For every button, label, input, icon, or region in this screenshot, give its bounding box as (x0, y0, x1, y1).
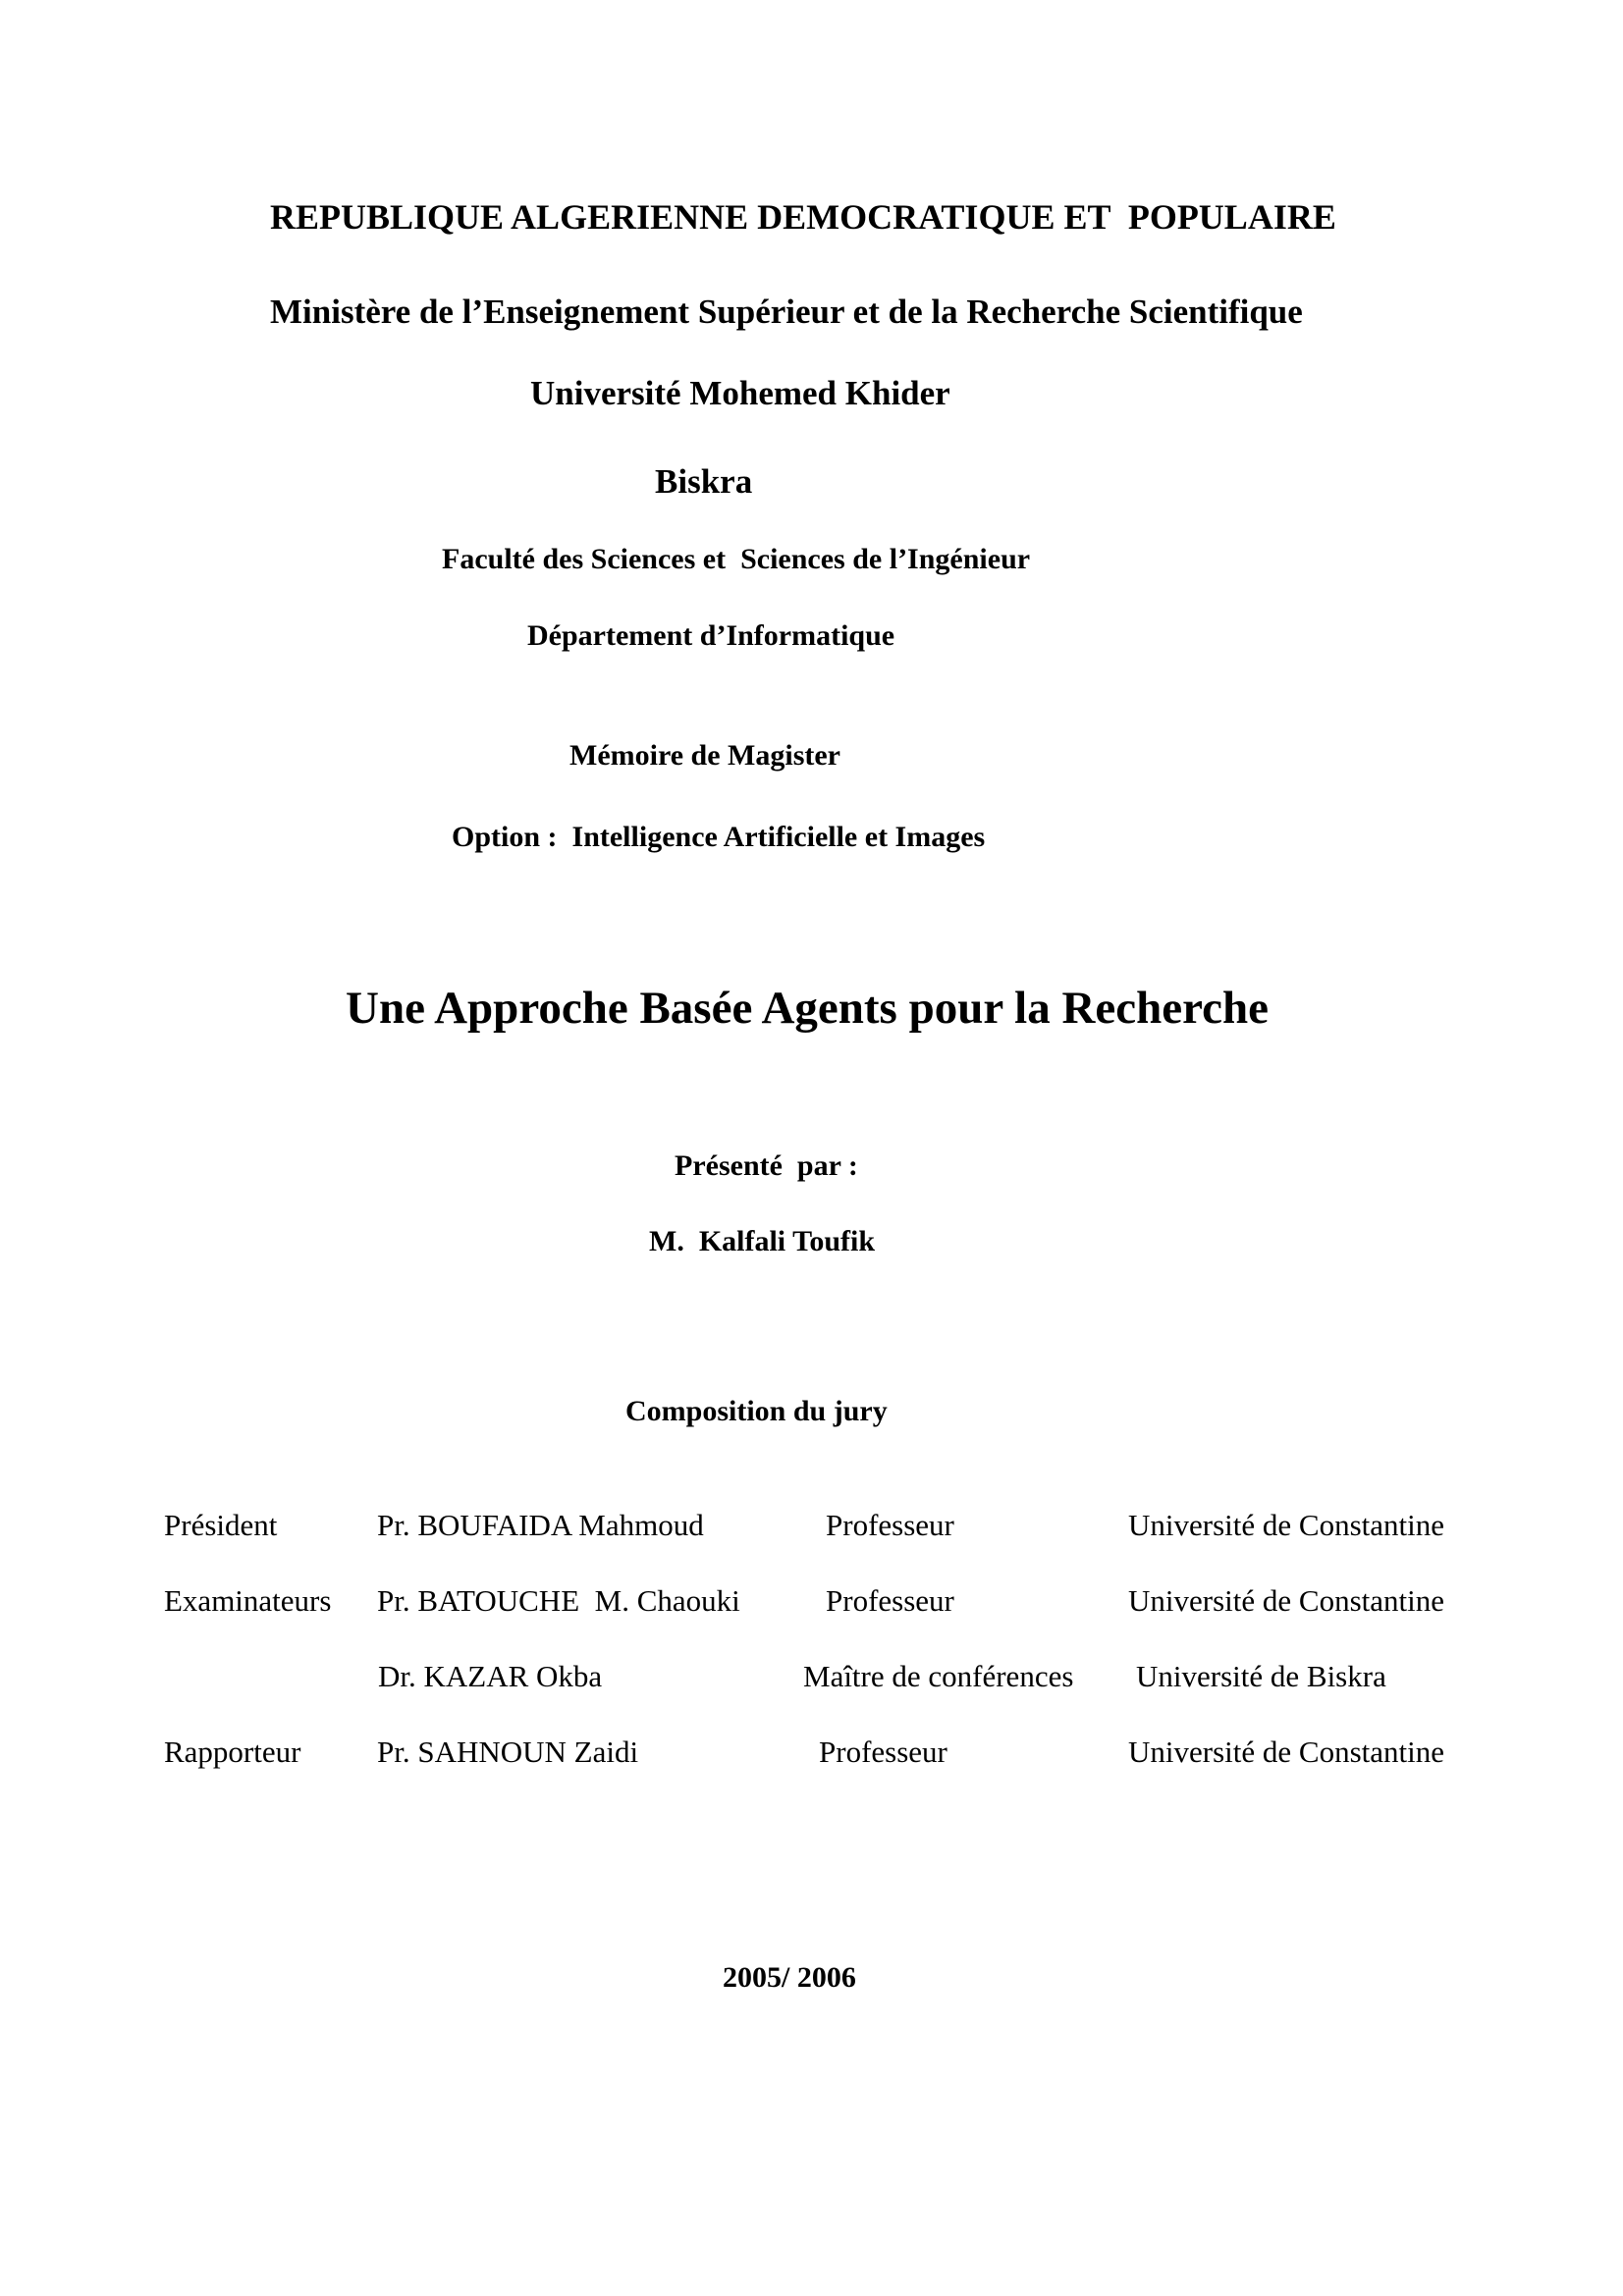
ministry-heading: Ministère de l’Enseignement Supérieur et de la Recherche Scientifique (270, 293, 1303, 331)
city-heading: Biskra (655, 462, 753, 501)
thesis-title: Une Approche Basée Agents pour la Recherche (346, 983, 1269, 1034)
thesis-option: Option : Intelligence Artificielle et Images (452, 821, 986, 853)
jury-rank: Professeur (819, 1735, 947, 1769)
faculty-heading: Faculté des Sciences et Sciences de l’Ingénieur (442, 543, 1031, 575)
jury-name: Pr. BOUFAIDA Mahmoud (377, 1508, 704, 1542)
jury-institution: Université de Constantine (1128, 1583, 1444, 1618)
jury-name: Pr. SAHNOUN Zaidi (377, 1735, 639, 1769)
thesis-type: Mémoire de Magister (569, 739, 840, 772)
university-heading: Université Mohemed Khider (530, 374, 950, 412)
jury-rank: Professeur (826, 1583, 954, 1618)
author-name: M. Kalfali Toufik (649, 1225, 876, 1257)
jury-role: Président (164, 1508, 278, 1542)
jury-institution: Université de Constantine (1128, 1735, 1444, 1769)
jury-role: Examinateurs (164, 1583, 332, 1618)
academic-year: 2005/ 2006 (723, 1961, 856, 1994)
jury-institution: Université de Constantine (1128, 1508, 1444, 1542)
jury-rank: Professeur (826, 1508, 954, 1542)
jury-role: Rapporteur (164, 1735, 301, 1769)
department-heading: Département d’Informatique (527, 619, 895, 652)
jury-rank: Maître de conférences (803, 1659, 1074, 1693)
jury-institution: Université de Biskra (1136, 1659, 1386, 1693)
jury-name: Dr. KAZAR Okba (378, 1659, 603, 1693)
jury-name: Pr. BATOUCHE M. Chaouki (377, 1583, 740, 1618)
republic-heading: REPUBLIQUE ALGERIENNE DEMOCRATIQUE ET POPULAIRE (270, 197, 1336, 237)
presented-by-label: Présenté par : (675, 1149, 858, 1182)
jury-heading: Composition du jury (625, 1395, 888, 1427)
